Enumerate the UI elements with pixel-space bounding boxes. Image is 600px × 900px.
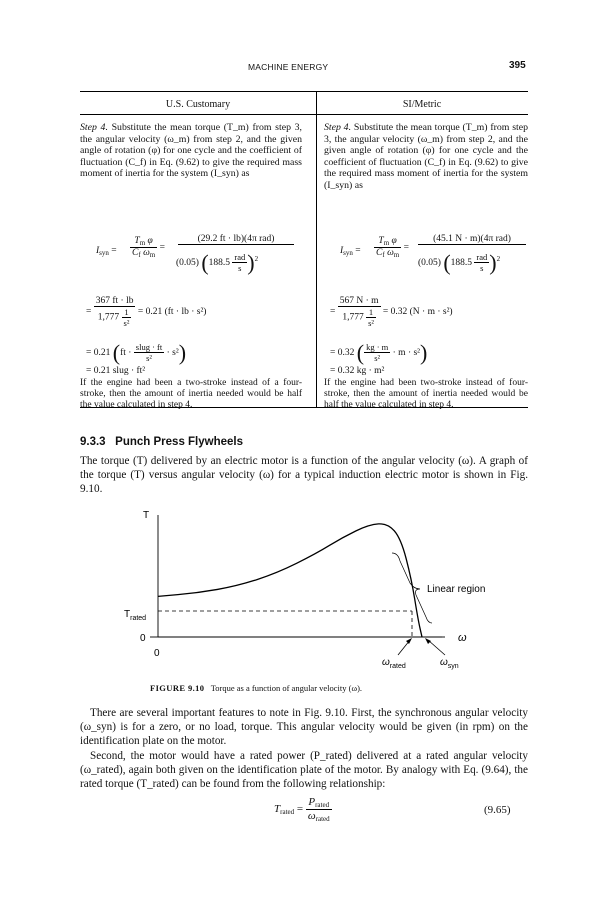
right-step4-paragraph bbox=[324, 122, 528, 192]
omega-rated-label: $\omega_{rated}$ bbox=[382, 657, 406, 670]
section-title: Punch Press Flywheels bbox=[115, 436, 244, 448]
torque-figure bbox=[120, 505, 500, 675]
right-eq-frac1: $\frac{T_m \varphi}{C_f \omega_m}$ = bbox=[376, 236, 409, 259]
equation-number: (9.65) bbox=[484, 804, 511, 816]
right-eq-denominator: (0.05) (188.5 $\frac{\text{rad}}{s}$ )$^2$ bbox=[418, 250, 501, 275]
figure-caption bbox=[150, 683, 362, 693]
equation-9-65: $T_{rated}$ = $\frac{P_{rated}}{\omega_{rated}}$ bbox=[274, 796, 330, 823]
right-note: If the engine had been two-stroke instead of four-stroke, then the amount of inertia needed would be half the value calculated in step 4. bbox=[324, 378, 528, 410]
column-header-us: U.S. Customary bbox=[165, 99, 231, 110]
left-eq-denominator: (0.05) (188.5 $\frac{\text{rad}}{s}$ )$^2$ bbox=[176, 250, 259, 275]
left-step-label: Step 4. bbox=[80, 122, 108, 133]
right-step-label: Step 4. bbox=[324, 122, 352, 133]
zero-y-label: 0 bbox=[140, 633, 146, 644]
paragraph-3: Second, the motor would have a rated power (P_rated) delivered at a rated angular velocity (ω_rated), again both given on the identification plate of the motor. By analogy with Eq. (9.64), the rated torque (T_rated) can be found from the following relationship: bbox=[80, 750, 528, 791]
left-eq-line3-content: = 0.21 (ft · $\frac{\text{slug · ft}}{\text{s²}}$ · s²) bbox=[86, 340, 187, 365]
left-step4-paragraph bbox=[80, 122, 302, 180]
right-eq-lhs: $I_{syn}$ = bbox=[340, 246, 361, 257]
left-step-text: Substitute the mean torque (T_m) from step 3, the angular velocity (ω_m) from step 2, and the given angle of rotation (φ) for one cycle and the coefficient of fluctuation (C_f) in Eq. (9.62) to give the required mass moment of inertia for the system (I_syn) as bbox=[80, 122, 302, 180]
right-eq-line3: = 0.32 ( $\frac{kg \cdot m}{\text{s²}}$ · m · s²) bbox=[330, 340, 428, 365]
table-head-rule bbox=[80, 114, 528, 115]
torque-curve bbox=[158, 524, 422, 637]
figure-caption-label: FIGURE 9.10 bbox=[150, 683, 205, 693]
omega-syn-label: $\omega_{syn}$ bbox=[440, 657, 459, 670]
left-eq-lhs: $I_{syn}$ = bbox=[96, 246, 117, 257]
left-eq-line2: = 367 ft · lb 1,777 $\frac{1}{\text{s²}}$ = 0.21 (ft · lb · s²) bbox=[86, 296, 207, 328]
omega-axis-label: ω bbox=[458, 632, 467, 644]
left-note: If the engine had been a two-stroke instead of a four-stroke, then the amount of inertia needed would be half the value calculated in step 4. bbox=[80, 378, 302, 410]
omega-syn-arrow bbox=[428, 640, 445, 655]
figure-caption-text: Torque as a function of angular velocity (ω). bbox=[210, 683, 363, 693]
zero-x-label: 0 bbox=[154, 648, 160, 659]
left-eq-line4: = 0.21 slug · ft² bbox=[86, 366, 146, 376]
page-number: 395 bbox=[509, 60, 526, 71]
paragraph-2: There are several important features to note in Fig. 9.10. First, the synchronous angular velocity (ω_syn) is for a zero, or no load, torque. This angular velocity would be given (in rpm) on the identification plate on the motor. bbox=[80, 707, 528, 748]
right-eq-numerator: (45.1 N · m)(4π rad) bbox=[418, 234, 526, 245]
left-eq-frac1: $\frac{T_m \varphi}{C_f \omega_m}$ = bbox=[132, 236, 165, 259]
running-title: MACHINE ENERGY bbox=[248, 62, 329, 72]
table-column-divider bbox=[316, 92, 317, 407]
column-header-si: SI/Metric bbox=[402, 99, 442, 110]
section-heading bbox=[80, 436, 243, 448]
section-number: 9.3.3 bbox=[80, 436, 106, 448]
intro-paragraph: The torque (T) delivered by an electric motor is a function of the angular velocity (ω). A graph of the torque (T) versus angular velocity (ω) for a typical induction electric motor is shown in Fig. 9.10. bbox=[80, 455, 528, 496]
linear-region-label: Linear region bbox=[427, 584, 486, 595]
right-step-text: Substitute the mean torque (T_m) from step 3, the angular velocity (ω_m) from step 2, and the given angle of rotation (φ) for one cycle and the coefficient of fluctuation (C_f) in Eq. (9.62) to give the required mass moment of inertia for the system (I_syn) as bbox=[324, 122, 529, 191]
table-top-rule bbox=[80, 91, 528, 92]
y-axis-label: T bbox=[143, 510, 150, 521]
left-eq-numerator: (29.2 ft · lb)(4π rad) bbox=[178, 234, 294, 245]
right-eq-line2: = 567 N · m 1,777 $\frac{1}{\text{s²}}$ = 0.32 (N · m · s²) bbox=[330, 296, 453, 328]
right-eq-line4: = 0.32 kg · m² bbox=[330, 366, 385, 376]
t-rated-label: $T_{rated}$ bbox=[124, 609, 147, 622]
